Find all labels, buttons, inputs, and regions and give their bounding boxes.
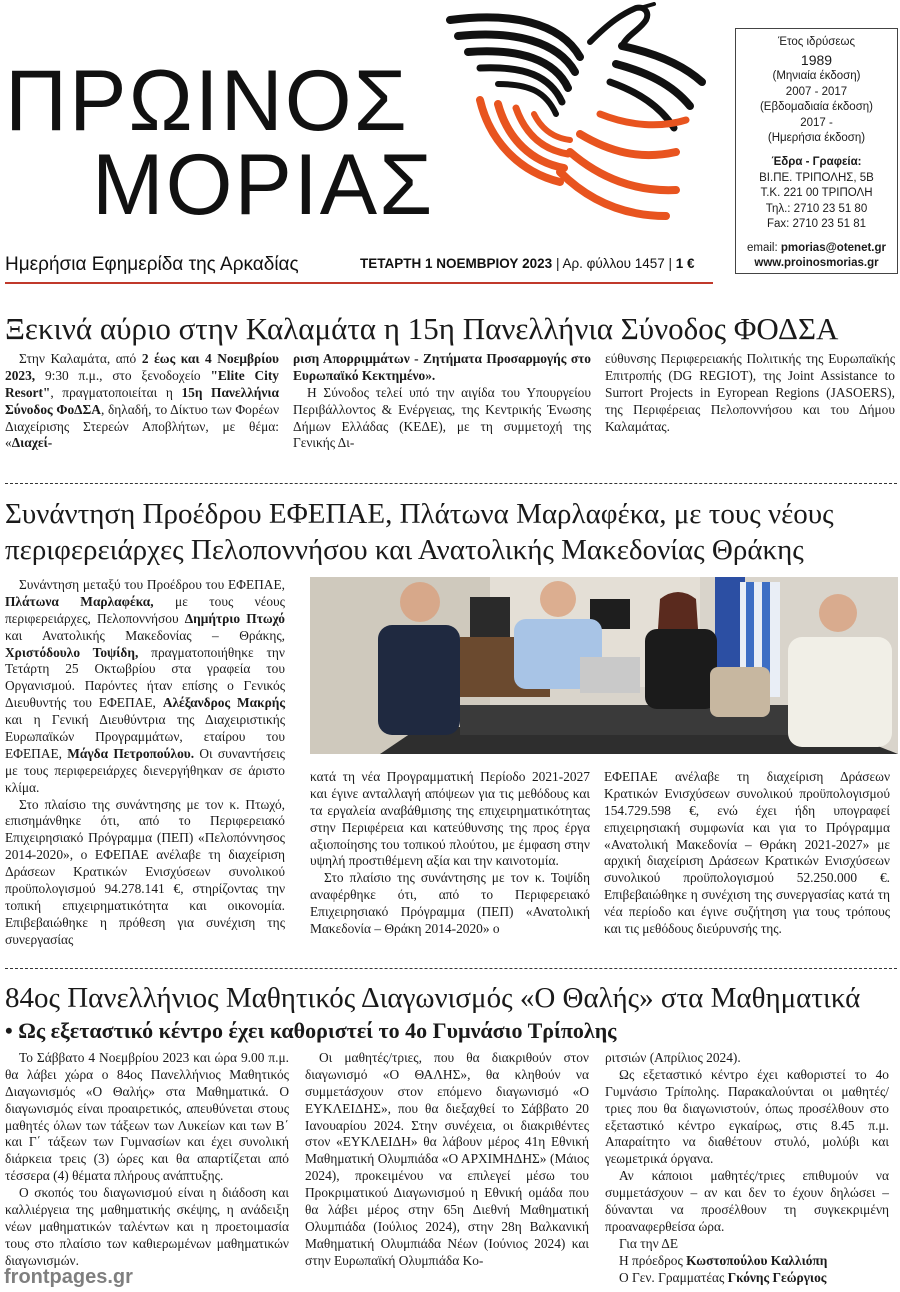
issue-number: | Αρ. φύλλου 1457 | xyxy=(555,256,672,271)
edition-monthly: (Μηνιαία έκδοση) xyxy=(772,70,861,83)
article2-col3: ΕΦΕΠΑΕ ανέλαβε τη διαχείριση Δράσεων Κρατικών Ενισχύσεων συνολικού προϋπολογισμού 154.729.598 €, ενώ έχει ήδη υπογραφεί επιχειρησιακή συμφωνία και για το Πρόγραμμα «Ανατολική Μακεδονία – Θράκη 2021-2027» με αρχική διαχείριση Δράσεων Κρατικών Ενισχύσεων συνολικού προϋπολογισμού 52.250.000 €. Επιβεβαιώθηκε η συνέχιση της συνεργασίας κατά τη νέα περίοδο και έγινε συζήτηση για τους τρόπους και τις μεθόδους διεύρυνσής της. xyxy=(604,769,890,937)
meeting-photo xyxy=(310,577,898,754)
masthead xyxy=(0,0,900,285)
article1-col3: εύθυνσης Περιφερειακής Πολιτικής της Ευρωπαϊκής Επιτροπής (DG REGIOT), της Joint Assistance to Surrort Projects in Eyropean Regions (JASOERS), της Περιφέρειας Πελοποννήσου και του Δήμου Καλαμάτας. xyxy=(605,351,895,434)
article1-col1: Στην Καλαμάτα, από 2 έως και 4 Νοεμβρίου 2023, 9:30 π.μ., στο ξενοδοχείο "Elite City Resort", πραγματοποιείται η 15η Πανελλήνια Σύνοδος ΦοΔΣΑ, δηλαδή, το Δίκτυο των Φορέων Διαχείρισης Στερεών Αποβλήτων, με θέμα: «Διαχεί- xyxy=(5,351,279,451)
office-label: Έδρα - Γραφεία: xyxy=(771,155,862,168)
article2-headline-line2[interactable]: περιφερειάρχες Πελοποννήσου και Ανατολικής Μακεδονίας Θράκης xyxy=(5,534,804,566)
article1-col2: ριση Απορριμμάτων - Ζητήματα Προσαρμογής στο Ευρωπαϊκό Κεκτημένο». Η Σύνοδος τελεί υπό την αιγίδα του Υπουργείου Περιβάλλοντος & Ενέργειας, της Κεντρικής Ένωσης Δήμων Ελλάδας (ΚΕΔΕ), με τη συμμετοχή της Γενικής Δι- xyxy=(293,351,591,451)
email-label: email: xyxy=(746,241,778,254)
article3-col2: Οι μαθητές/τριες, που θα διακριθούν στον διαγωνισμό «Ο ΘΑΛΗΣ», θα κληθούν να συμμετάσχουν στον επόμενο διαγωνισμό «Ο ΕΥΚΛΕΙΔΗΣ», που θα διεξαχθεί το Σάββατο 20 Ιανουαρίου 2024. Στην συνέχεια, οι διακριθέντες στον «ΕΥΚΛΕΙΔΗ» θα λάβουν μέρος 41η Εθνική Μαθηματική Ολυμπιάδα «Ο ΑΡΧΙΜΗΔΗΣ» (Μάιος 2024), προκειμένου να επιλεγεί μέσω του Προκριματικού Διαγωνισμού η Εθνική ομάδα που θα λάβει μέρος στην 65η Διεθνή Μαθηματική Ολυμπιάδα (Ιούλιος 2024), στην 28η Βαλκανική Μαθηματική Ολυμπιάδα Νέων (Ιούνιος 2024) και στην Ευρωπαϊκή Ολυμπιάδα Κο- xyxy=(305,1050,589,1268)
masthead-rule xyxy=(5,282,713,284)
email-link[interactable]: pmorias@otenet.gr xyxy=(780,241,887,254)
website-link[interactable]: www.proinosmorias.gr xyxy=(754,257,879,270)
newspaper-title-line1: ΠΡΩΙΝΟΣ xyxy=(5,53,409,149)
dateline xyxy=(360,256,695,271)
article3-col3: ριτσιών (Απρίλιος 2024). Ως εξεταστικό κέντρο έχει καθοριστεί το 4ο Γυμνάσιο Τρίπολης. Παρακαλούνται οι μαθητές/τριες που θα διαγωνιστούν, όπως προσέλθουν στο εξεταστικό κέντρο εγκαίρως, στις 8.45 π.μ. Απαραίτητο να διαθέτουν στυλό, μολύβι και γεωμετρικά όργανα. Αν κάποιοι μαθητές/τριες επιθυμούν να συμμετάσχουν – αν και δεν το έχουν δηλώσει – δύνανται να προσέλθουν τη συγκεκριμένη προαναφερθείσα ώρα. Για την ΔΕ Η πρόεδρος Κωστοπούλου Καλλιόπη Ο Γεν. Γραμματέας Γκόνης Γεώργιος xyxy=(605,1050,889,1285)
tagline: Ημερήσια Εφημερίδα της Αρκαδίας xyxy=(5,254,299,275)
article1-headline[interactable]: Ξεκινά αύριο στην Καλαμάτα η 15η Πανελλήνια Σύνοδος ΦΟΔΣΑ xyxy=(5,311,839,346)
issue-date: ΤΕΤΑΡΤΗ 1 ΝΟΕΜΒΡΙΟΥ 2023 xyxy=(360,256,553,271)
article2-headline-line1[interactable]: Συνάντηση Προέδρου ΕΦΕΠΑΕ, Πλάτωνα Μαρλαφέκα, με τους νέους xyxy=(5,498,834,530)
office-postcode: Τ.Κ. 221 00 ΤΡΙΠΟΛΗ xyxy=(760,187,873,200)
publisher-info-box xyxy=(735,28,898,274)
article3-body xyxy=(5,1050,897,1286)
article2-col1-wrap xyxy=(5,577,285,949)
section-divider xyxy=(5,483,897,484)
article1-body xyxy=(5,351,897,452)
dove-logo-icon xyxy=(440,2,725,227)
founded-label: Έτος ιδρύσεως xyxy=(777,36,856,48)
office-fax: Fax: 2710 23 51 81 xyxy=(766,218,867,231)
period-daily: 2017 - xyxy=(800,116,833,129)
office-phone: Τηλ.: 2710 23 51 80 xyxy=(765,202,868,215)
article3-headline[interactable]: 84ος Πανελλήνιος Μαθητικός Διαγωνισμός «Ο Θαλής» στα Μαθηματικά xyxy=(5,982,861,1014)
article2-col1: Συνάντηση μεταξύ του Προέδρου του ΕΦΕΠΑΕ, Πλάτωνα Μαρλαφέκα, με τους νέους περιφερειάρχες, Πελοποννήσου Δημήτριο Πτωχό και Ανατολικής Μακεδονίας – Θράκης, Χριστόδουλο Τοψίδη, πραγματοποιήθηκε την Τετάρτη 25 Οκτωβρίου στα γραφεία του Οργανισμού. Παρόντες ήταν επίσης ο Γενικός Διευθυντής του ΕΦΕΠΑΕ, Αλέξανδρος Μακρής και η Γενική Διευθύντρια της Διαχειριστικής Ευρωπαϊκών Προγραμμάτων, εταίρου του ΕΦΕΠΑΕ, Μάγδα Πετροπούλου. Οι συναντήσεις με τους περιφερειάρχες διενεργήθηκαν σε άριστο κλίμα. Στο πλαίσιο της συνάντησης με τον κ. Πτωχό, επισημάνθηκε ότι, από το Περιφερειακό Επιχειρησιακό Πρόγραμμα (ΠΕΠ) «Πελοπόννησος 2014-2020», ο ΕΦΕΠΑΕ ανέλαβε τη διαχείριση Δράσεων Κρατικών Ενισχύσεων συνολικού προϋπολογισμού 94.278.141 €, στηρίζοντας την τοπική επιχειρηματικότητα και οικονομία. Επιβεβαιώθηκε η πρόθεση για συνέχιση της συνεργασίας xyxy=(5,577,285,947)
section-divider xyxy=(5,968,897,969)
issue-price: 1 € xyxy=(675,256,695,271)
article3-subheadline: • Ως εξεταστικό κέντρο έχει καθοριστεί το 4ο Γυμνάσιο Τρίπολης xyxy=(5,1018,617,1043)
period-weekly: 2007 - 2017 xyxy=(785,85,848,98)
email-line xyxy=(740,241,893,257)
article2-col2: κατά τη νέα Προγραμματική Περίοδο 2021-2027 και έγινε ανταλλαγή απόψεων για τις μεθόδους και τα εργαλεία αναβάθμισης της επιχειρηματικότητας στην Περιφέρεια και κατεύθυνσης της προς έργα αξιοποίησης του τοπικού πλούτου, με έμφαση στην υψηλή προστιθέμενη αξία και την καινοτομία. Στο πλαίσιο της συνάντησης με τον κ. Τοψίδη αναφέρθηκε ότι, από το Περιφερειακό Επιχειρησιακό Πρόγραμμα (ΠΕΠ) «Ανατολική Μακεδονία – Θράκη 2014-2020» ο xyxy=(310,769,590,937)
newspaper-title-line2: ΜΟΡΙΑΣ xyxy=(92,137,435,233)
edition-daily: (Ημερήσια έκδοση) xyxy=(767,132,866,145)
article3-col1: Το Σάββατο 4 Νοεμβρίου 2023 και ώρα 9.00 π.μ. θα λάβει χώρα ο 84ος Πανελλήνιος Μαθητικός Διαγωνισμός «Ο Θαλής» στα Μαθηματικά. Ο διαγωνισμός είναι προαιρετικός, απευθύνεται στους μαθητές όλων των τάξεων των Λυκείων και των Β΄ και Γ΄ τάξεων των Γυμνασίων και έχει συνολική διάρκεια τρεις (3) ώρες και θα απαρτίζεται από τέσσερα (4) θέματα πλήρους ανάπτυξης. Ο σκοπός του διαγωνισμού είναι η διάδοση και καλλιέργεια της μαθηματικής σκέψης, η ανάδειξη νέων μαθηματικών ταλέντων και η προετοιμασία τους στο πλαίσιο των καθιερωμένων μαθηματικών διαγωνισμών. xyxy=(5,1050,289,1268)
office-address: ΒΙ.ΠΕ. ΤΡΙΠΟΛΗΣ, 5Β xyxy=(759,171,874,184)
article2-cols-right xyxy=(310,769,890,938)
source-watermark: frontpages.gr xyxy=(4,1266,133,1288)
founded-year: 1989 xyxy=(800,51,833,68)
edition-weekly: (Εβδομαδιαία έκδοση) xyxy=(759,101,874,114)
